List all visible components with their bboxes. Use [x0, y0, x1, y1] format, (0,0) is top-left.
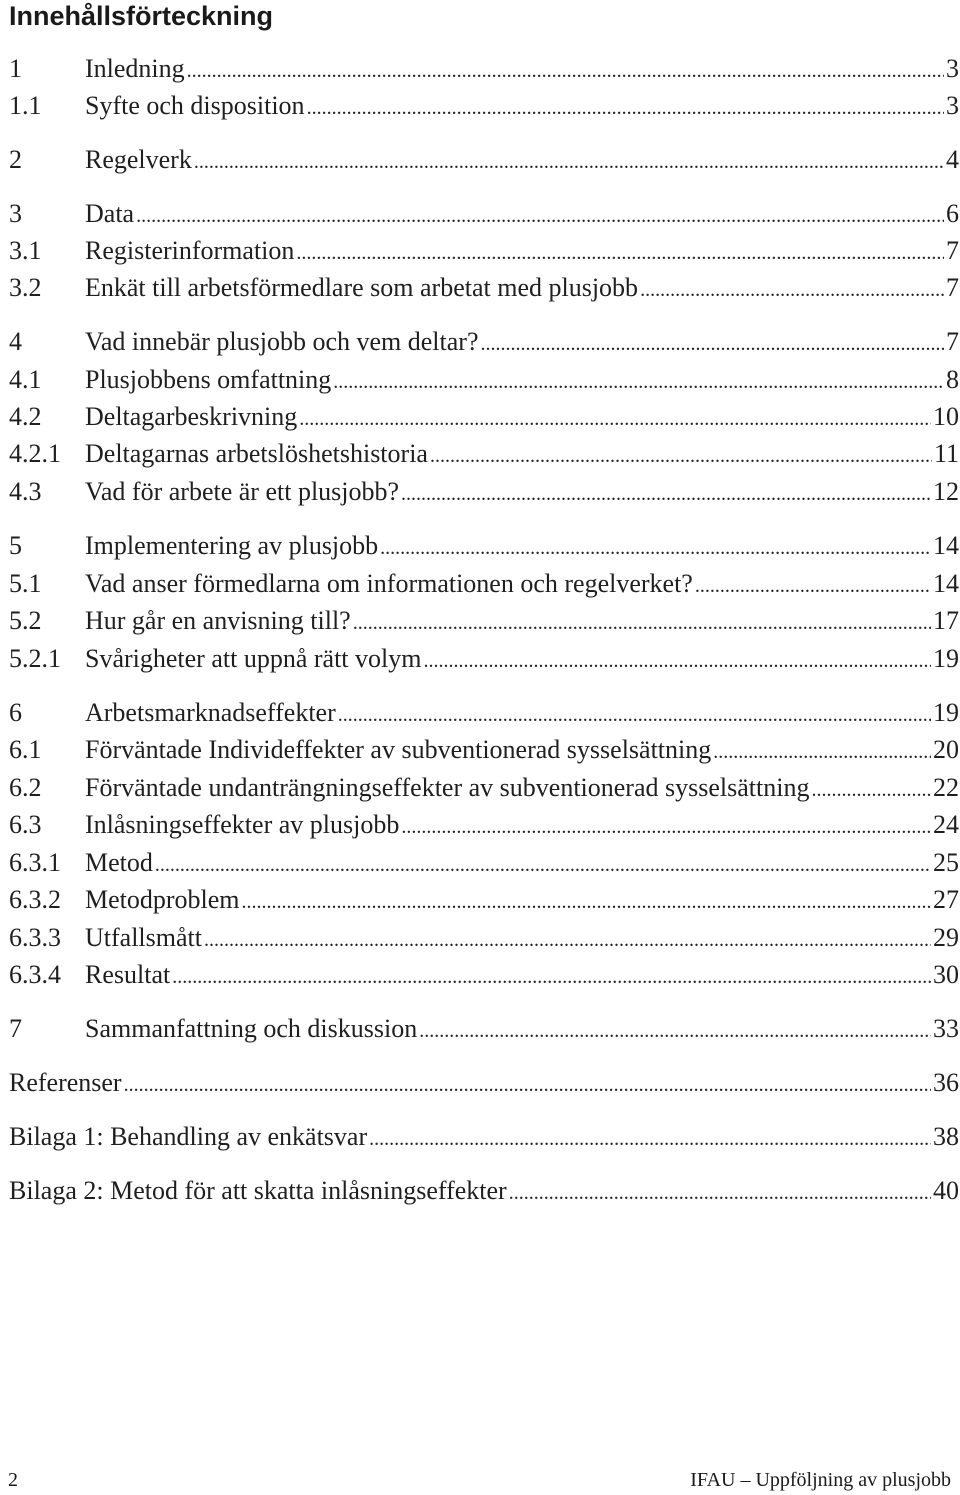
toc-entry-page: 6 [946, 199, 959, 228]
toc-entry-number: 4.1 [9, 365, 42, 394]
toc-entry-page: 38 [933, 1122, 959, 1151]
toc-entry-title: Resultat [85, 960, 171, 989]
toc-entry[interactable] [9, 53, 959, 85]
toc-entry-title: Regelverk [85, 145, 192, 174]
toc-entry[interactable] [9, 401, 959, 433]
toc-entry-page: 27 [933, 885, 959, 914]
dot-leader [695, 570, 931, 602]
dot-leader [338, 699, 931, 731]
toc-entry-number: 6.2 [9, 773, 42, 802]
dot-leader [155, 849, 931, 881]
toc-entry-title: Svårigheter att uppnå rätt volym [85, 644, 422, 673]
toc-entry-title: Förväntade Individeffekter av subventionerad sysselsättning [85, 735, 712, 764]
dot-leader [380, 532, 931, 564]
toc-entry-number: 4.2 [9, 402, 42, 431]
toc-entry-page: 22 [933, 773, 959, 802]
page-title: Innehållsförteckning [9, 1, 274, 31]
toc-entry-page: 19 [933, 644, 959, 673]
toc-entry-title: Vad innebär plusjobb och vem deltar? [85, 327, 479, 356]
toc-entry-title: Referenser [9, 1068, 122, 1097]
toc-entry-page: 20 [933, 735, 959, 764]
toc-entry-page: 14 [933, 569, 959, 598]
toc-entry-title: Bilaga 1: Behandling av enkätsvar [9, 1122, 368, 1151]
toc-entry-title: Inledning [85, 54, 185, 83]
dot-leader [713, 736, 931, 768]
toc-entry-number: 5 [9, 531, 22, 560]
toc-entry-title: Enkät till arbetsförmedlare som arbetat med plusjobb [85, 273, 639, 302]
toc-entry-number: 7 [9, 1014, 22, 1043]
toc-entry-title: Bilaga 2: Metod för att skatta inlåsningseffekter [9, 1176, 507, 1205]
toc-entry[interactable] [9, 697, 959, 729]
toc-entry-title: Utfallsmått [85, 923, 202, 952]
toc-entry[interactable] [9, 364, 959, 396]
toc-entry-number: 1 [9, 54, 22, 83]
toc-entry[interactable] [9, 772, 959, 804]
toc-entry[interactable] [9, 198, 959, 230]
toc-entry-page: 8 [946, 365, 959, 394]
toc-entry-number: 6.3.3 [9, 923, 61, 952]
toc-entry-page: 7 [946, 327, 959, 356]
toc-entry[interactable] [9, 1175, 959, 1207]
toc-entry[interactable] [9, 530, 959, 562]
toc-entry[interactable] [9, 476, 959, 508]
dot-leader [353, 607, 931, 639]
toc-entry-page: 19 [933, 698, 959, 727]
toc-entry-page: 3 [946, 91, 959, 120]
toc-entry-number: 1.1 [9, 91, 42, 120]
toc-entry-page: 3 [946, 54, 959, 83]
toc-entry-page: 33 [933, 1014, 959, 1043]
toc-entry-number: 3.1 [9, 236, 42, 265]
toc-entry-title: Plusjobbens omfattning [85, 365, 332, 394]
toc-entry-page: 11 [933, 439, 959, 468]
toc-entry[interactable] [9, 235, 959, 267]
toc-entry[interactable] [9, 144, 959, 176]
toc-entry-number: 6.3.1 [9, 848, 61, 877]
toc-entry[interactable] [9, 922, 959, 954]
toc-entry[interactable] [9, 605, 959, 637]
footer-page-number: 2 [8, 1469, 18, 1491]
toc-entry-number: 6.3 [9, 810, 42, 839]
toc-entry-page: 30 [933, 960, 959, 989]
toc-entry-page: 29 [933, 923, 959, 952]
dot-leader [172, 961, 931, 993]
toc-entry-title: Inlåsningseffekter av plusjobb [85, 810, 400, 839]
dot-leader [136, 200, 944, 232]
toc-entry[interactable] [9, 847, 959, 879]
toc-entry-number: 6.1 [9, 735, 42, 764]
toc-entry-number: 5.2 [9, 606, 42, 635]
toc-entry-page: 10 [933, 402, 959, 431]
toc-entry-page: 7 [946, 273, 959, 302]
footer-running-title: IFAU – Uppföljning av plusjobb [690, 1469, 951, 1491]
dot-leader [640, 274, 944, 306]
toc-entry-title: Syfte och disposition [85, 91, 305, 120]
toc-entry[interactable] [9, 959, 959, 991]
toc-entry-page: 14 [933, 531, 959, 560]
toc-entry-title: Hur går en anvisning till? [85, 606, 351, 635]
toc-entry[interactable] [9, 438, 959, 470]
toc-entry-number: 3.2 [9, 273, 42, 302]
toc-entry[interactable] [9, 1121, 959, 1153]
toc-entry[interactable] [9, 1067, 959, 1099]
toc-entry[interactable] [9, 326, 959, 358]
toc-entry-page: 25 [933, 848, 959, 877]
toc-entry-title: Vad anser förmedlarna om informationen och regelverket? [85, 569, 693, 598]
dot-leader [242, 886, 931, 918]
dot-leader [124, 1069, 931, 1101]
toc-entry-page: 7 [946, 236, 959, 265]
toc-entry-number: 5.1 [9, 569, 42, 598]
toc-entry-page: 12 [933, 477, 959, 506]
toc-entry-title: Deltagarnas arbetslöshetshistoria [85, 439, 428, 468]
toc-entry[interactable] [9, 734, 959, 766]
dot-leader [509, 1177, 931, 1209]
dot-leader [423, 645, 931, 677]
toc-entry[interactable] [9, 1013, 959, 1045]
dot-leader [369, 1123, 931, 1155]
toc-entry[interactable] [9, 568, 959, 600]
toc-entry-title: Metod [85, 848, 153, 877]
toc-entry-number: 4 [9, 327, 22, 356]
toc-entry-number: 6 [9, 698, 22, 727]
dot-leader [419, 1015, 931, 1047]
toc-entry-number: 4.3 [9, 477, 42, 506]
toc-entry-title: Förväntade undanträngningseffekter av subventionerad sysselsättning [85, 773, 810, 802]
dot-leader [333, 366, 944, 398]
dot-leader [296, 237, 944, 269]
toc-entry-number: 5.2.1 [9, 644, 61, 673]
toc-entry-number: 6.3.4 [9, 960, 61, 989]
toc-entry-title: Data [85, 199, 135, 228]
dot-leader [401, 811, 931, 843]
toc-entry[interactable] [9, 272, 959, 304]
toc-entry-page: 24 [933, 810, 959, 839]
toc-entry-title: Implementering av plusjobb [85, 531, 379, 560]
toc-entry[interactable] [9, 90, 959, 122]
toc-entry-title: Deltagarbeskrivning [85, 402, 298, 431]
dot-leader [811, 774, 931, 806]
toc-entry-page: 17 [933, 606, 959, 635]
toc-entry-page: 40 [933, 1176, 959, 1205]
toc-entry-number: 3 [9, 199, 22, 228]
toc-entry-page: 4 [946, 145, 959, 174]
toc-entry-title: Metodproblem [85, 885, 240, 914]
toc-entry-page: 36 [933, 1068, 959, 1097]
toc-entry[interactable] [9, 884, 959, 916]
toc-entry-number: 4.2.1 [9, 439, 61, 468]
toc-entry-title: Registerinformation [85, 236, 295, 265]
toc-entry[interactable] [9, 643, 959, 675]
dot-leader [187, 55, 944, 87]
page-footer [8, 1466, 951, 1494]
toc-entry-title: Arbetsmarknadseffekter [85, 698, 336, 727]
toc-entry-number: 2 [9, 145, 22, 174]
dot-leader [307, 92, 944, 124]
toc-entry-number: 6.3.2 [9, 885, 61, 914]
dot-leader [401, 478, 931, 510]
dot-leader [299, 403, 931, 435]
dot-leader [194, 146, 944, 178]
dot-leader [481, 328, 945, 360]
dot-leader [430, 440, 932, 472]
toc-entry[interactable] [9, 809, 959, 841]
toc-entry-title: Vad för arbete är ett plusjobb? [85, 477, 400, 506]
dot-leader [204, 924, 931, 956]
toc-entry-title: Sammanfattning och diskussion [85, 1014, 418, 1043]
